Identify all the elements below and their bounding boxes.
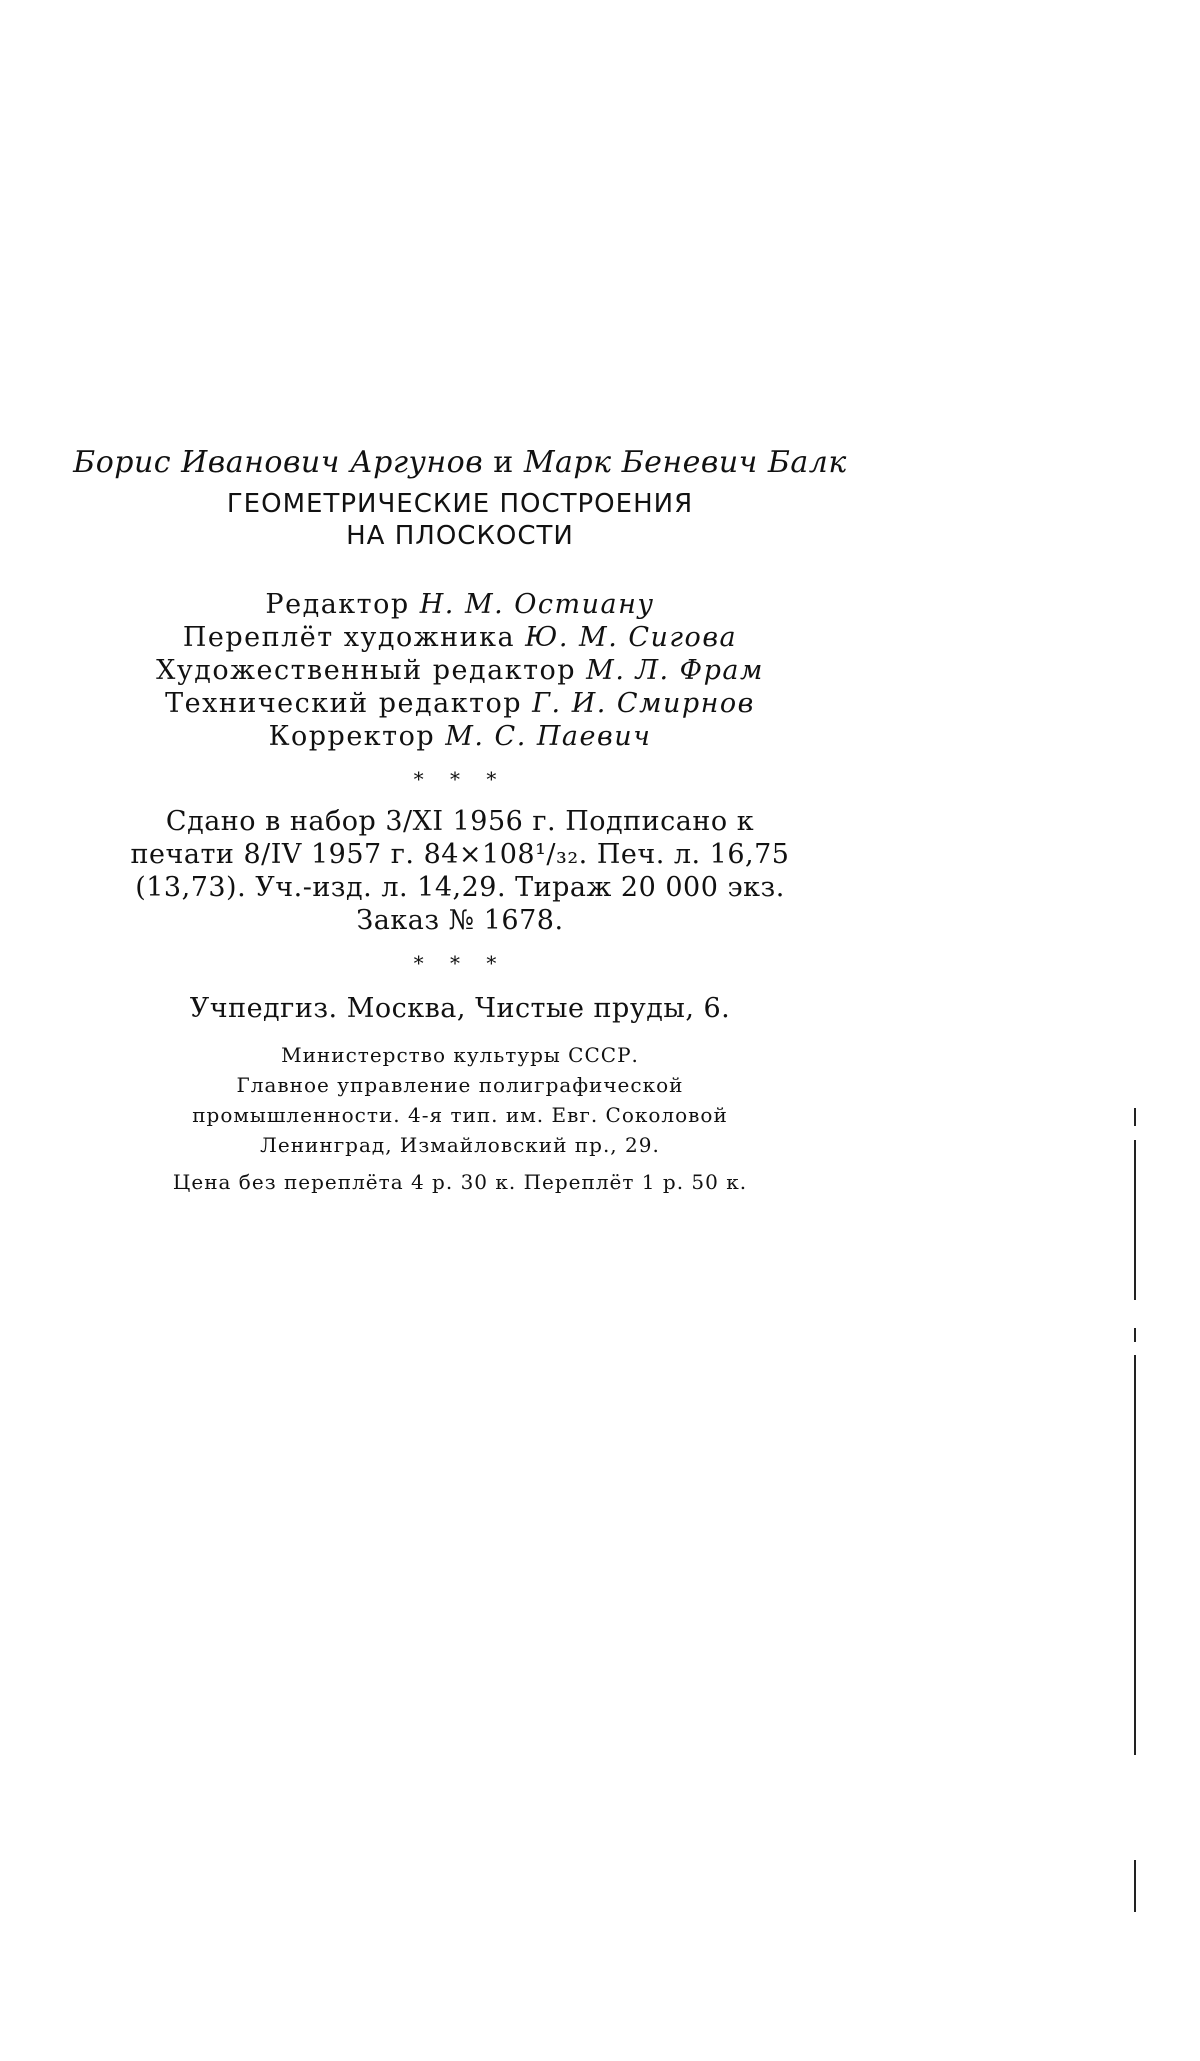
book-title-line-1: ГЕОМЕТРИЧЕСКИЕ ПОСТРОЕНИЯ: [226, 489, 694, 519]
credit-tech-editor: Технический редактор Г. И. Смирнов: [165, 688, 755, 719]
separator-1: * * *: [413, 767, 507, 791]
book-title: [70, 488, 850, 552]
printer-line-4: Ленинград, Измайловский пр., 29.: [260, 1133, 660, 1157]
book-title-line-2: НА ПЛОСКОСТИ: [346, 521, 574, 551]
authors-line: [70, 445, 850, 480]
scan-mark-4: [1134, 1355, 1136, 1755]
print-data-line-4: Заказ № 1678.: [356, 905, 564, 936]
colophon: [70, 445, 850, 1194]
print-data-line-3: (13,73). Уч.-изд. л. 14,29. Тираж 20 000 экз.: [135, 872, 785, 903]
scan-mark-1: [1134, 1108, 1136, 1126]
printer-line-1: Министерство культуры СССР.: [281, 1043, 639, 1067]
credits: [70, 588, 850, 753]
print-data: [70, 805, 850, 937]
author-1: Борис Иванович Аргунов: [73, 445, 484, 480]
author-2: Марк Беневич Балк: [523, 445, 847, 480]
scan-mark-2: [1134, 1140, 1136, 1300]
credit-proofreader: Корректор М. С. Паевич: [268, 721, 652, 752]
separator-2: * * *: [413, 951, 507, 975]
printer-line-2: Главное управление полиграфической: [236, 1073, 684, 1097]
price-line: Цена без переплёта 4 р. 30 к. Переплёт 1 р. 50 к.: [172, 1170, 748, 1194]
credit-editor: Редактор Н. М. Остиану: [265, 589, 655, 620]
authors-conjunction: и: [493, 445, 514, 480]
printer-info: [70, 1040, 850, 1160]
print-data-line-2: печати 8/IV 1957 г. 84×108¹/₃₂. Печ. л. 16,75: [130, 839, 790, 870]
print-data-line-1: Сдано в набор 3/XI 1956 г. Подписано к: [165, 806, 755, 837]
publisher-address: Учпедгиз. Москва, Чистые пруды, 6.: [189, 993, 731, 1024]
credit-art-editor: Художественный редактор М. Л. Фрам: [156, 655, 764, 686]
scan-mark-5: [1134, 1860, 1136, 1912]
printer-line-3: промышленности. 4-я тип. им. Евг. Соколовой: [192, 1103, 728, 1127]
scan-mark-3: [1134, 1328, 1136, 1342]
credit-binding-artist: Переплёт художника Ю. М. Сигова: [182, 622, 738, 653]
